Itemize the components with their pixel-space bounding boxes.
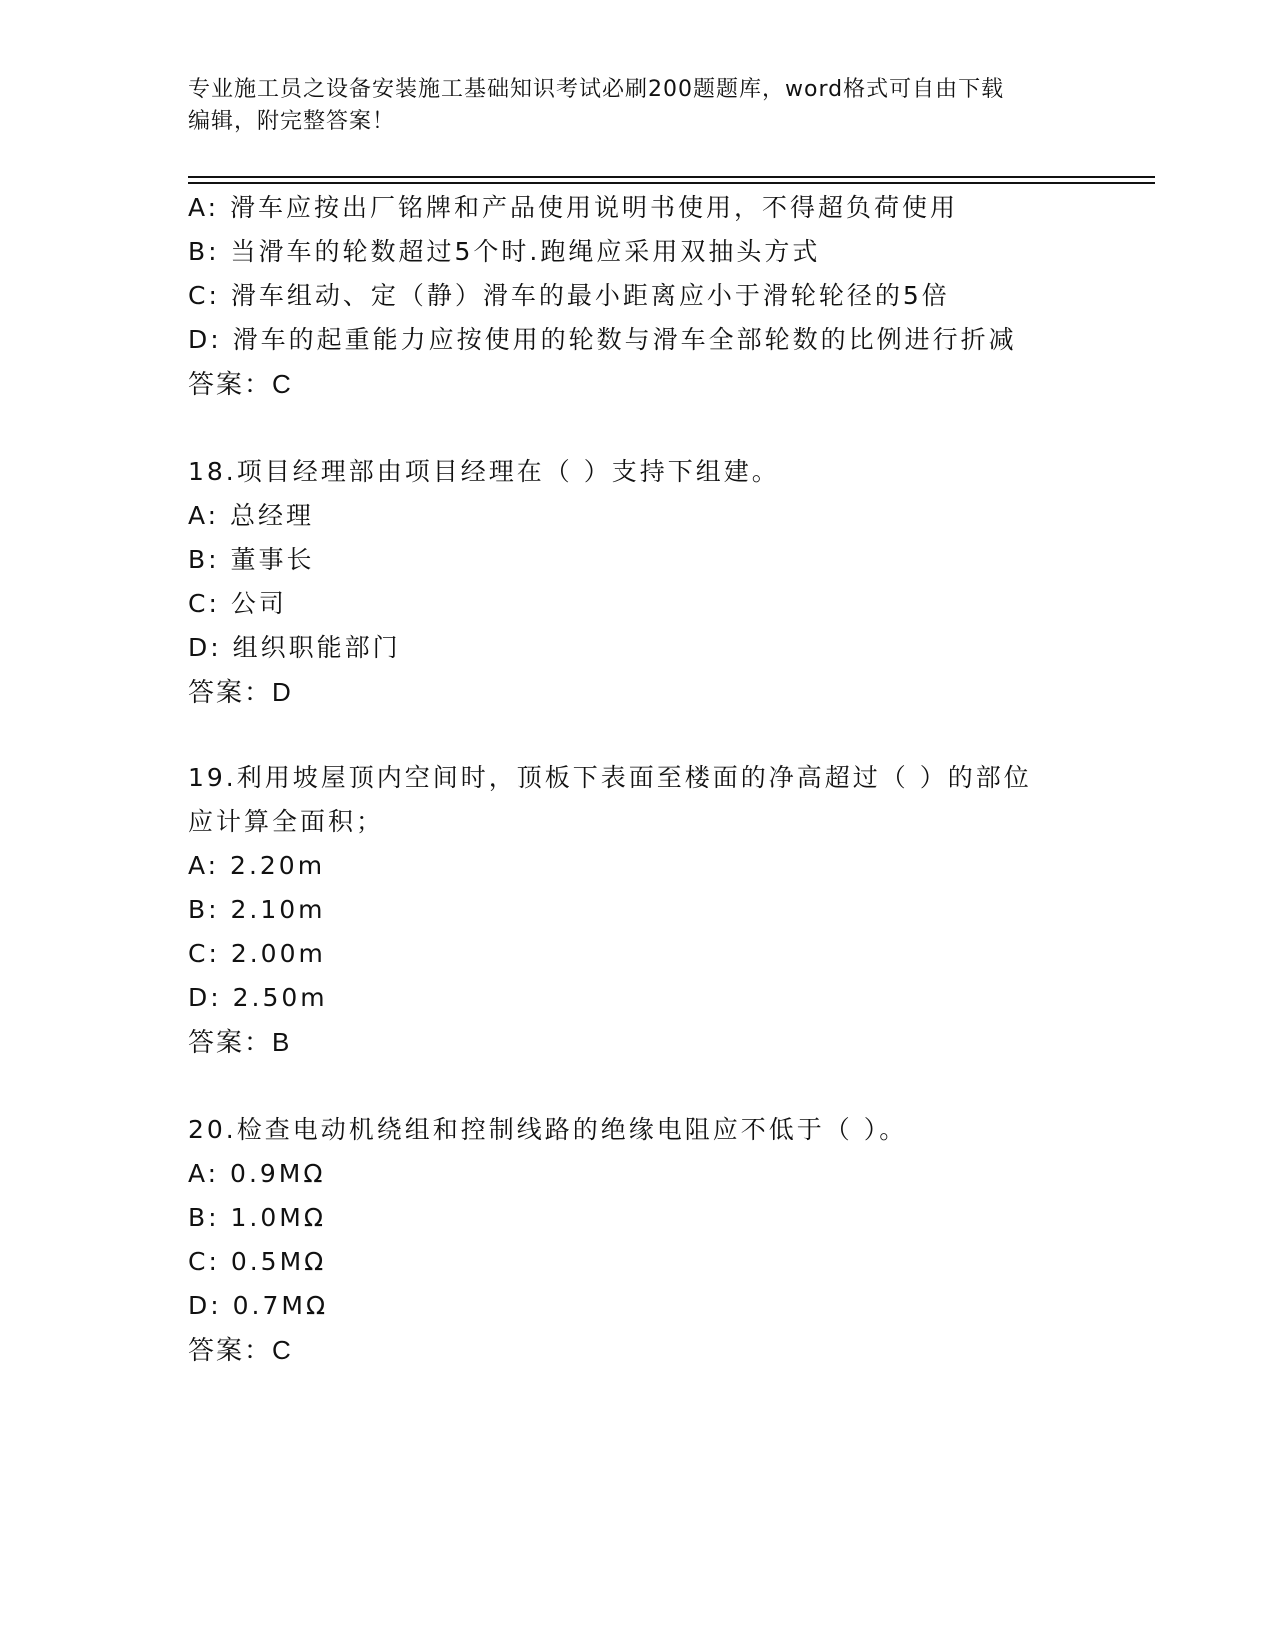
q19-option-c: C: 2.00m: [188, 939, 326, 968]
q19-question-line-1: 19.利用坡屋顶内空间时，顶板下表面至楼面的净高超过（ ）的部位: [188, 763, 1032, 792]
q17-answer: 答案：C: [188, 369, 293, 399]
q19-option-a: A: 2.20m: [188, 851, 326, 880]
q19-question-line-2: 应计算全面积；: [188, 807, 385, 836]
q20-option-d: D: 0.7MΩ: [188, 1291, 329, 1320]
q18-option-c: C: 公司: [188, 589, 287, 618]
q18-option-d: D: 组织职能部门: [188, 633, 401, 662]
header-rule-top: [188, 176, 1155, 178]
q19-option-b: B: 2.10m: [188, 895, 326, 924]
q17-option-a: A: 滑车应按出厂铭牌和产品使用说明书使用，不得超负荷使用: [188, 193, 959, 222]
q17-option-c: C: 滑车组动、定（静）滑车的最小距离应小于滑轮轮径的5倍: [188, 281, 950, 310]
document-header: [188, 74, 1088, 138]
q19-answer: 答案：B: [188, 1027, 292, 1057]
q18-answer: 答案：D: [188, 677, 293, 707]
header-line-2: 编辑，附完整答案！: [188, 109, 396, 134]
q18-question: 18.项目经理部由项目经理在（ ）支持下组建。: [188, 457, 780, 486]
q20-answer: 答案：C: [188, 1335, 293, 1365]
q18-option-b: B: 董事长: [188, 545, 315, 574]
header-line-1: 专业施工员之设备安装施工基础知识考试必刷200题题库，word格式可自由下载: [188, 77, 1005, 102]
q20-option-c: C: 0.5MΩ: [188, 1247, 327, 1276]
header-rule-bottom: [188, 182, 1155, 184]
q20-question: 20.检查电动机绕组和控制线路的绝缘电阻应不低于（ ）。: [188, 1115, 908, 1144]
q19-option-d: D: 2.50m: [188, 983, 328, 1012]
q20-option-b: B: 1.0MΩ: [188, 1203, 326, 1232]
q17-option-d: D: 滑车的起重能力应按使用的轮数与滑车全部轮数的比例进行折减: [188, 325, 1017, 354]
q20-option-a: A: 0.9MΩ: [188, 1159, 326, 1188]
q17-option-b: B: 当滑车的轮数超过5个时.跑绳应采用双抽头方式: [188, 237, 821, 266]
q18-option-a: A: 总经理: [188, 501, 315, 530]
